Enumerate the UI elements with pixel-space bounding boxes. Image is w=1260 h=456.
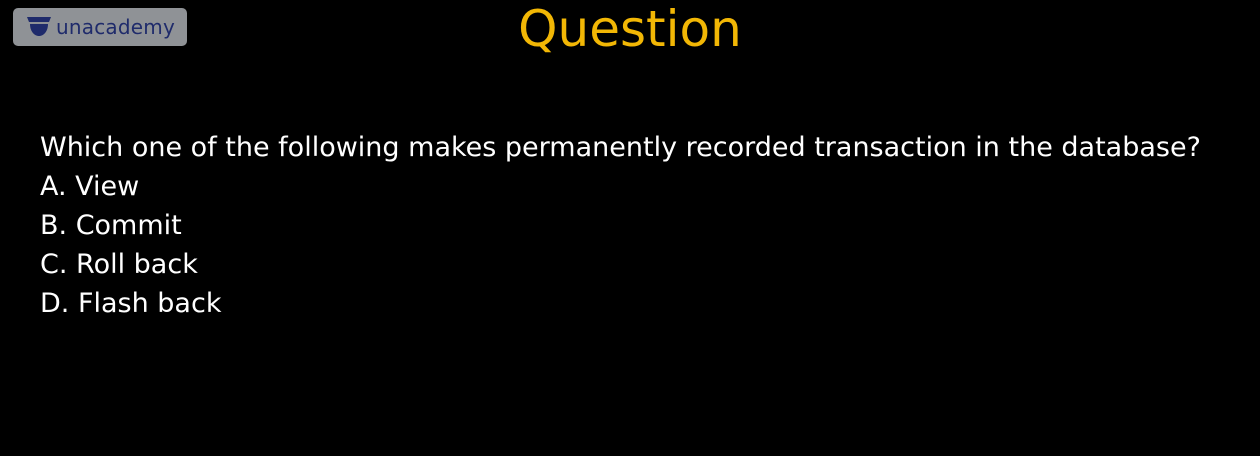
option-a: A. View	[40, 171, 140, 202]
option-b: B. Commit	[40, 210, 182, 241]
option-d: D. Flash back	[40, 288, 222, 319]
brand-name: unacademy	[56, 15, 175, 39]
option-c: C. Roll back	[40, 249, 198, 280]
question-text: Which one of the following makes permanently recorded transaction in the database?	[40, 132, 1201, 163]
question-block	[40, 128, 1201, 323]
slide-title: Question	[518, 0, 742, 58]
